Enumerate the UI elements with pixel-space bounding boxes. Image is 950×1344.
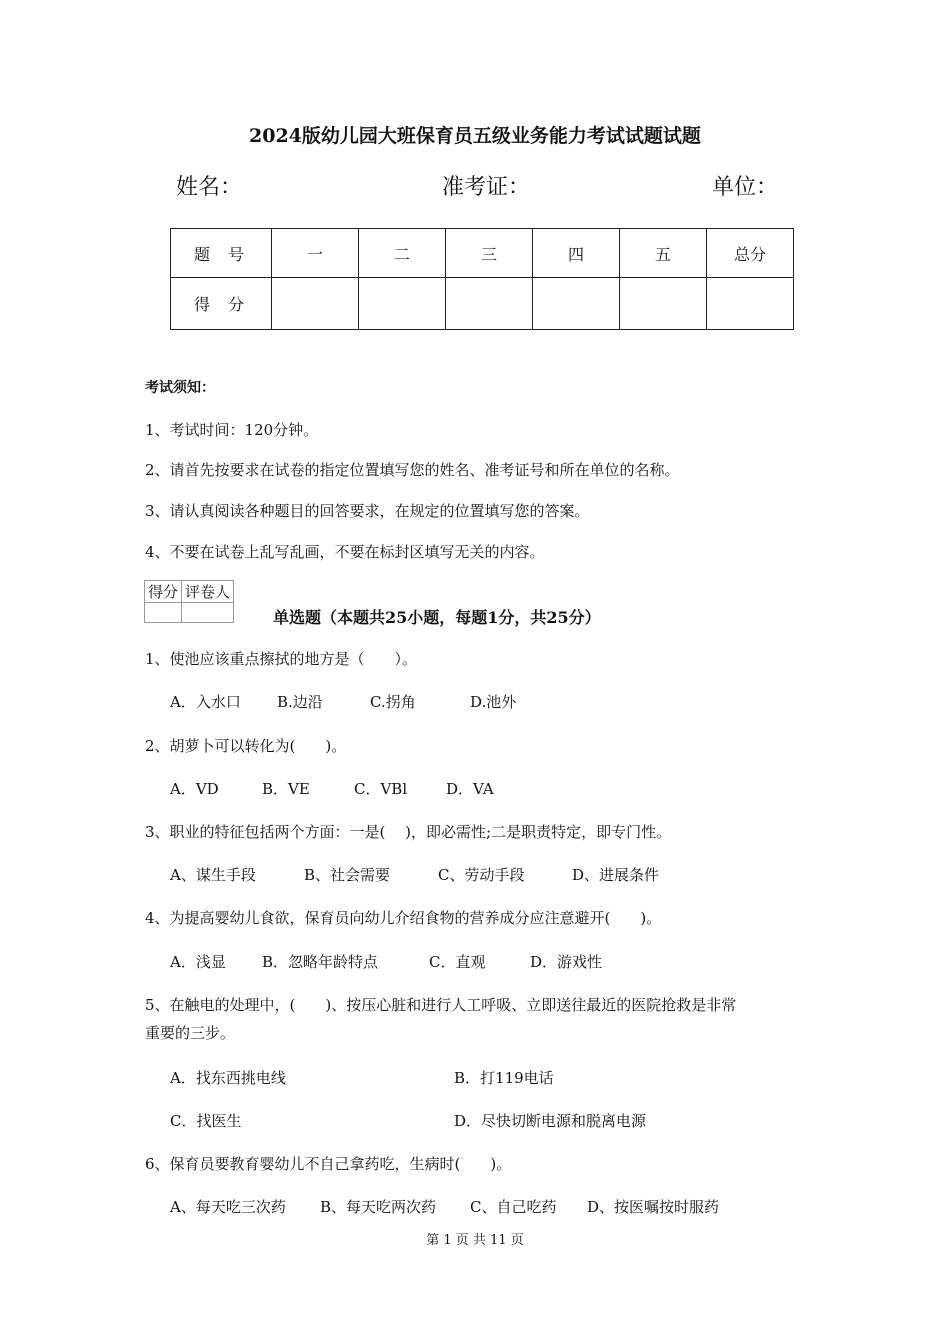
page-footer: 第 1 页 共 11 页 bbox=[426, 1233, 524, 1248]
option-d: D．尽快切断电源和脱离电源 bbox=[454, 1112, 647, 1130]
column-header-5: 五 bbox=[620, 229, 707, 278]
score-cell-2[interactable] bbox=[359, 278, 446, 330]
option-a: A．VD bbox=[170, 780, 219, 798]
score-cell-3[interactable] bbox=[446, 278, 533, 330]
option-d: D、按医嘱按时服药 bbox=[587, 1198, 720, 1216]
option-c: C．找医生 bbox=[170, 1112, 242, 1130]
column-header-1: 一 bbox=[272, 229, 359, 278]
column-header-3: 三 bbox=[446, 229, 533, 278]
grader-box bbox=[144, 580, 234, 623]
score-table-score-row bbox=[171, 278, 794, 330]
option-b: B、社会需要 bbox=[304, 866, 391, 884]
question-stem: 3、职业的特征包括两个方面：一是( )，即必需性;二是职责特定，即专门性。 bbox=[145, 823, 672, 841]
grader-score-cell[interactable] bbox=[145, 603, 182, 623]
question-stem-continuation: 重要的三步。 bbox=[145, 1024, 236, 1042]
option-d: D.池外 bbox=[470, 693, 517, 711]
notice-item: 2、请首先按要求在试卷的指定位置填写您的姓名、准考证号和所在单位的名称。 bbox=[145, 461, 680, 479]
question-stem: 1、使池应该重点擦拭的地方是（ ）。 bbox=[145, 650, 418, 668]
grader-reviewer-cell[interactable] bbox=[182, 603, 234, 623]
unit-field-label: 单位： bbox=[712, 175, 779, 200]
option-b: B．VE bbox=[262, 780, 310, 798]
notice-item: 4、不要在试卷上乱写乱画，不要在标封区填写无关的内容。 bbox=[145, 543, 545, 561]
option-a: A、谋生手段 bbox=[170, 866, 256, 884]
option-c: C.拐角 bbox=[370, 693, 416, 711]
question-stem: 6、保育员要教育婴幼儿不自己拿药吃，生病时( )。 bbox=[145, 1155, 512, 1173]
score-table-header-row bbox=[171, 229, 794, 278]
notice-item: 3、请认真阅读各种题目的回答要求，在规定的位置填写您的答案。 bbox=[145, 502, 590, 520]
score-cell-5[interactable] bbox=[620, 278, 707, 330]
column-header-4: 四 bbox=[533, 229, 620, 278]
section-title: 单选题（本题共25小题，每题1分，共25分） bbox=[273, 608, 601, 627]
question-stem: 2、胡萝卜可以转化为( )。 bbox=[145, 737, 347, 755]
question-stem: 5、在触电的处理中，( )、按压心脏和进行人工呼吸、立即送往最近的医院抢救是非常 bbox=[145, 996, 737, 1014]
grader-reviewer-label: 评卷人 bbox=[182, 581, 234, 603]
row-header-cell: 题号 bbox=[171, 229, 272, 278]
column-header-total: 总分 bbox=[707, 229, 794, 278]
option-a: A．浅显 bbox=[170, 953, 226, 971]
option-d: D．游戏性 bbox=[530, 953, 603, 971]
score-cell-total[interactable] bbox=[707, 278, 794, 330]
option-b: B.边沿 bbox=[277, 693, 323, 711]
option-d: D．VA bbox=[446, 780, 494, 798]
option-d: D、进展条件 bbox=[572, 866, 660, 884]
grader-score-label: 得分 bbox=[145, 581, 182, 603]
exam-id-field-label: 准考证： bbox=[442, 175, 531, 200]
option-c: C、劳动手段 bbox=[438, 866, 525, 884]
option-c: C．直观 bbox=[429, 953, 486, 971]
option-a: A．找东西挑电线 bbox=[170, 1069, 286, 1087]
column-header-2: 二 bbox=[359, 229, 446, 278]
option-a: A、每天吃三次药 bbox=[170, 1198, 286, 1216]
score-cell-1[interactable] bbox=[272, 278, 359, 330]
score-label-cell: 得分 bbox=[171, 278, 272, 330]
document-title: 2024版幼儿园大班保育员五级业务能力考试试题试题 bbox=[249, 125, 701, 147]
notice-item: 1、考试时间：120分钟。 bbox=[145, 421, 319, 439]
option-b: B、每天吃两次药 bbox=[320, 1198, 437, 1216]
option-b: B．打119电话 bbox=[454, 1069, 554, 1087]
score-cell-4[interactable] bbox=[533, 278, 620, 330]
name-field-label: 姓名： bbox=[176, 175, 243, 200]
option-c: C、自己吃药 bbox=[470, 1198, 557, 1216]
notice-heading: 考试须知： bbox=[145, 380, 215, 396]
score-table bbox=[170, 228, 794, 330]
option-c: C．VBl bbox=[354, 780, 408, 798]
option-b: B．忽略年龄特点 bbox=[262, 953, 379, 971]
question-stem: 4、为提高婴幼儿食欲，保育员向幼儿介绍食物的营养成分应注意避开( )。 bbox=[145, 909, 662, 927]
option-a: A．入水口 bbox=[170, 693, 241, 711]
